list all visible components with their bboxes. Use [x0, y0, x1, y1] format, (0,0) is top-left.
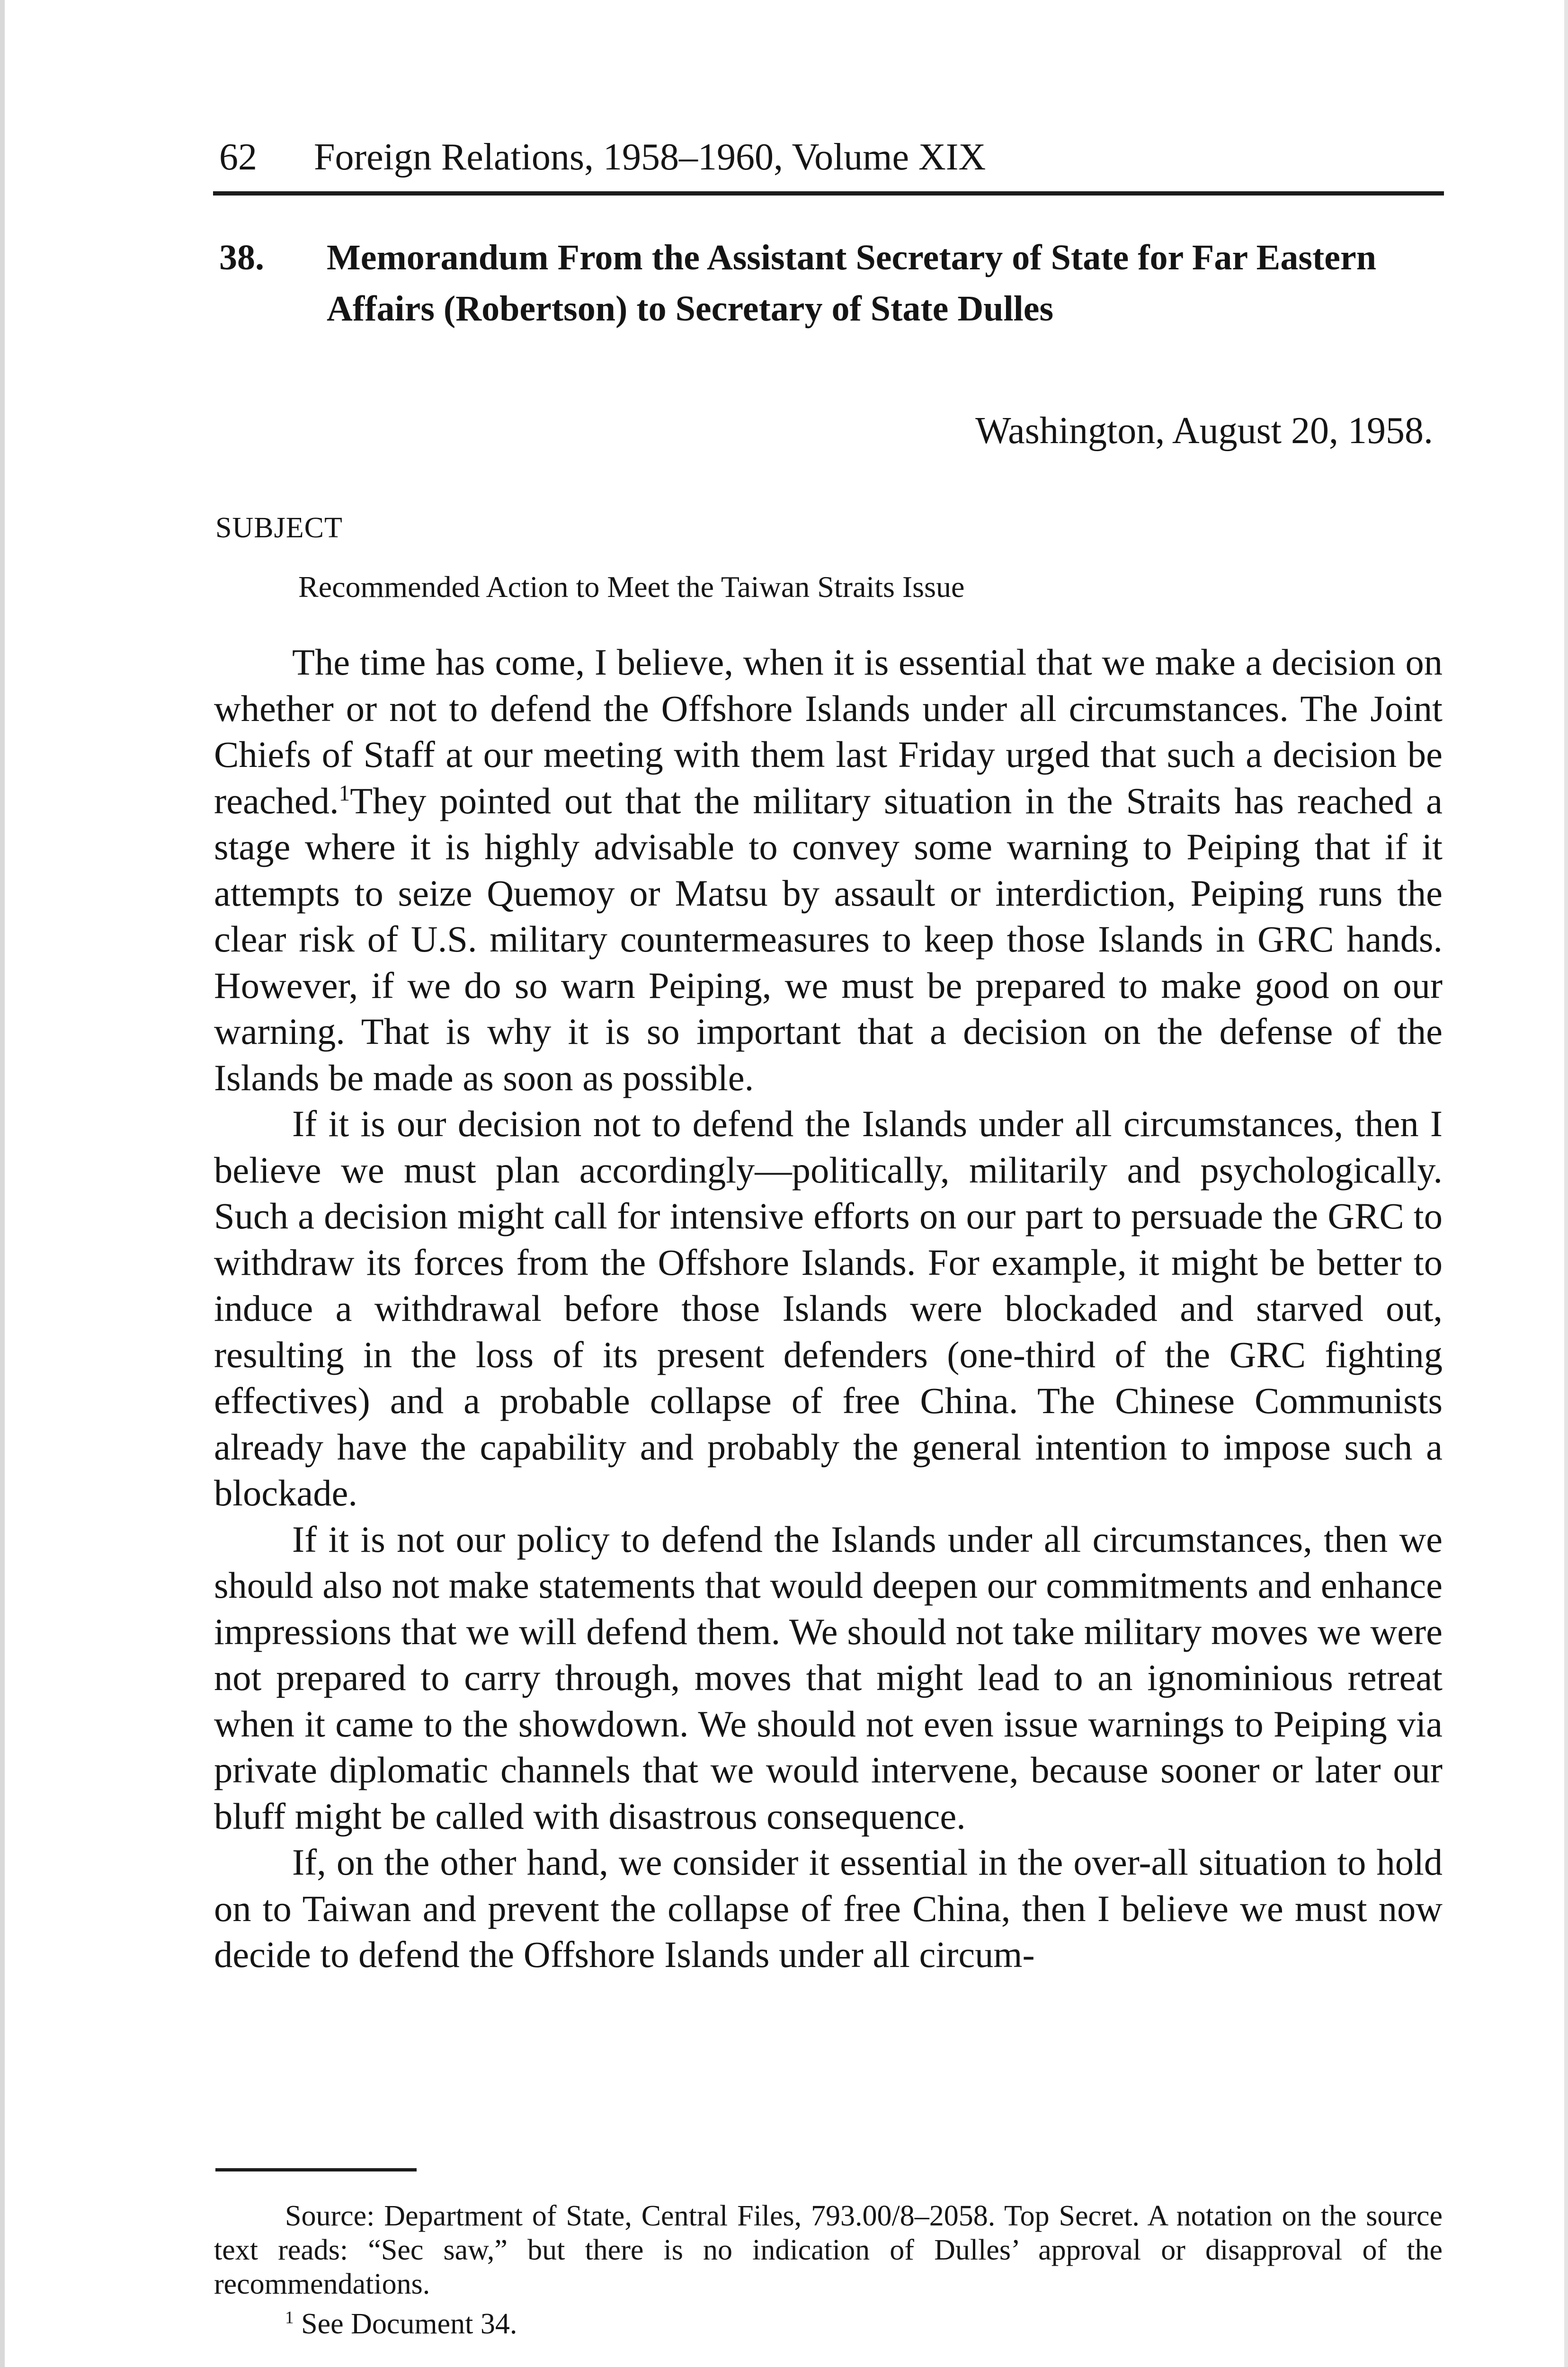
scan-right-edge	[1564, 0, 1568, 2367]
memo-body	[214, 639, 1443, 1978]
body-paragraph-1	[214, 639, 1443, 1101]
footnote-1-marker: 1	[285, 2308, 294, 2328]
footnote-1	[214, 2307, 1443, 2341]
subject-label: SUBJECT	[215, 512, 343, 544]
footnotes	[214, 2199, 1443, 2341]
page-number: 62	[219, 136, 257, 178]
scan-left-edge	[0, 0, 5, 2367]
body-paragraph-1-part-b: They pointed out that the military situation in the Straits has reached a stage where it is highly advisable to convey some warning to Peiping that if it attempts to seize Quemoy or Matsu by assault or interdiction, Peiping runs the clear risk of U.S. military countermeasures to keep those Islands in GRC hands. However, if we do so warn Peiping, we must be prepared to make good on our warning. That is why it is so important that a decision on the defense of the Islands be made as soon as possible.	[214, 780, 1443, 1098]
footnote-rule	[215, 2168, 417, 2171]
running-header	[219, 133, 1441, 181]
subject-text: Recommended Action to Meet the Taiwan Straits Issue	[298, 570, 965, 604]
body-paragraph-4: If, on the other hand, we consider it essential in the over-all situation to hold on to Taiwan and prevent the collapse of free China, then I believe we must now decide to defend the Offshore Islands under all circum-	[214, 1842, 1443, 1975]
document-title: Memorandum From the Assistant Secretary of State for Far Eastern Affairs (Robertson) to Secretary of State Dulles	[327, 238, 1376, 329]
footnote-reference-1: 1	[339, 781, 350, 806]
body-paragraph-1-part-a: The time has come, I believe, when it is essential that we make a decision on whether or not to defend the Offshore Islands under all circumstances. The Joint Chiefs of Staff at our meeting with them last Friday urged that such a decision be reached.	[214, 641, 1443, 821]
body-paragraph-3: If it is not our policy to defend the Islands under all circumstances, then we should also not make statements that would deepen our commitments and enhance impressions that we will defend them. We should not take military moves we were not prepared to carry through, moves that might lead to an ignominious retreat when it came to the showdown. We should not even issue warnings to Peiping via private diplomatic channels that we would intervene, because sooner or later our bluff might be called with disastrous consequence.	[214, 1518, 1443, 1837]
running-title: Foreign Relations, 1958–1960, Volume XIX	[314, 136, 986, 178]
header-rule	[213, 191, 1444, 196]
dateline: Washington, August 20, 1958.	[975, 410, 1433, 452]
body-paragraph-2: If it is our decision not to defend the Islands under all circumstances, then I believe we must plan accordingly—politically, militarily and psychologically. Such a decision might call for intensive efforts on our part to persuade the GRC to withdraw its forces from the Offshore Islands. For example, it might be better to induce a withdrawal before those Islands were blockaded and starved out, resulting in the loss of its present defenders (one-third of the GRC fighting effectives) and a probable collapse of free China. The Chinese Communists already have the capability and probably the general intention to impose such a blockade.	[214, 1103, 1443, 1513]
document-number: 38.	[219, 238, 264, 277]
footnote-1-text: See Document 34.	[301, 2308, 517, 2340]
source-note: Source: Department of State, Central Files, 793.00/8–2058. Top Secret. A notation on the source text reads: “Sec saw,” but there is no indication of Dulles’ approval or disapproval of the recommendations.	[214, 2200, 1443, 2300]
